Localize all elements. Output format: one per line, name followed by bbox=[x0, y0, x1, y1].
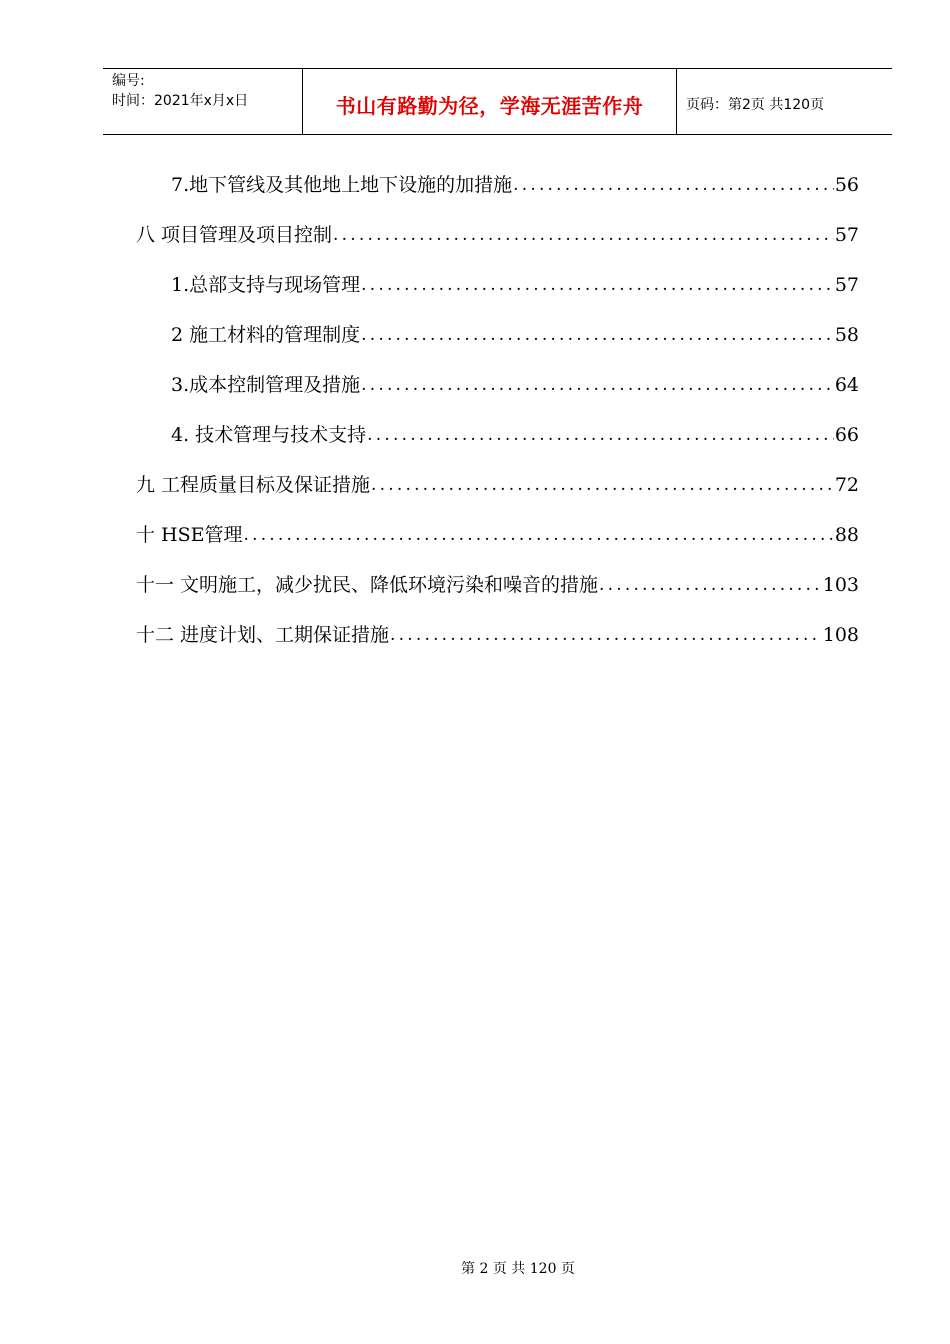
page-footer: 第 2 页 共 120 页 bbox=[461, 1261, 575, 1277]
toc-entry-page: 64 bbox=[834, 374, 859, 396]
page-header bbox=[103, 68, 892, 135]
toc-entry[interactable] bbox=[171, 160, 859, 210]
toc-entry-page: 58 bbox=[834, 324, 859, 346]
toc-entry-label: 九 工程质量目标及保证措施 bbox=[136, 474, 371, 496]
toc-entry-label: 十一 文明施工，减少扰民、降低环境污染和噪音的措施 bbox=[136, 574, 599, 596]
toc-leader-dots bbox=[513, 160, 834, 210]
toc-entry-label: 十 HSE管理 bbox=[136, 524, 243, 546]
toc-entry-label: 7.地下管线及其他地上地下设施的加措施 bbox=[171, 174, 513, 196]
toc-leader-dots bbox=[361, 260, 834, 310]
toc-entry-page: 103 bbox=[822, 574, 859, 596]
toc-entry[interactable] bbox=[171, 310, 859, 360]
header-page-info: 页码：第2页 共120页 bbox=[686, 96, 825, 113]
toc-leader-dots bbox=[371, 460, 834, 510]
toc-entry[interactable] bbox=[171, 260, 859, 310]
toc-entry[interactable] bbox=[136, 610, 859, 660]
toc-entry-page: 57 bbox=[834, 224, 859, 246]
toc-entry-page: 56 bbox=[834, 174, 859, 196]
toc-entry-page: 66 bbox=[834, 424, 859, 446]
toc-entry-page: 88 bbox=[834, 524, 859, 546]
toc-leader-dots bbox=[361, 360, 834, 410]
toc-leader-dots bbox=[599, 560, 822, 610]
toc-entry[interactable] bbox=[171, 410, 859, 460]
toc-entry-label: 1.总部支持与现场管理 bbox=[171, 274, 361, 296]
number-label: 编号: bbox=[112, 73, 145, 89]
toc-entry[interactable] bbox=[136, 560, 859, 610]
toc-entry-label: 八 项目管理及项目控制 bbox=[136, 224, 333, 246]
toc-leader-dots bbox=[361, 310, 834, 360]
toc-entry-page: 57 bbox=[834, 274, 859, 296]
toc-leader-dots bbox=[244, 510, 834, 560]
toc-entry-label: 3.成本控制管理及措施 bbox=[171, 374, 361, 396]
toc-entry[interactable] bbox=[136, 210, 859, 260]
toc-entry-label: 十二 进度计划、工期保证措施 bbox=[136, 624, 390, 646]
toc-leader-dots bbox=[367, 410, 834, 460]
toc-entry[interactable] bbox=[136, 510, 859, 560]
toc-entry[interactable] bbox=[136, 460, 859, 510]
date-label: 时间：2021年x月x日 bbox=[112, 93, 249, 109]
toc-entry-page: 72 bbox=[834, 474, 859, 496]
toc-entry-label: 2 施工材料的管理制度 bbox=[171, 324, 361, 346]
toc-leader-dots bbox=[390, 610, 822, 660]
toc-entry[interactable] bbox=[171, 360, 859, 410]
toc-entry-label: 4. 技术管理与技术支持 bbox=[171, 424, 367, 446]
toc-leader-dots bbox=[333, 210, 834, 260]
header-meta bbox=[103, 69, 303, 134]
toc-entry-page: 108 bbox=[822, 624, 859, 646]
header-motto: 书山有路勤为径，学海无涯苦作舟 bbox=[303, 69, 677, 134]
